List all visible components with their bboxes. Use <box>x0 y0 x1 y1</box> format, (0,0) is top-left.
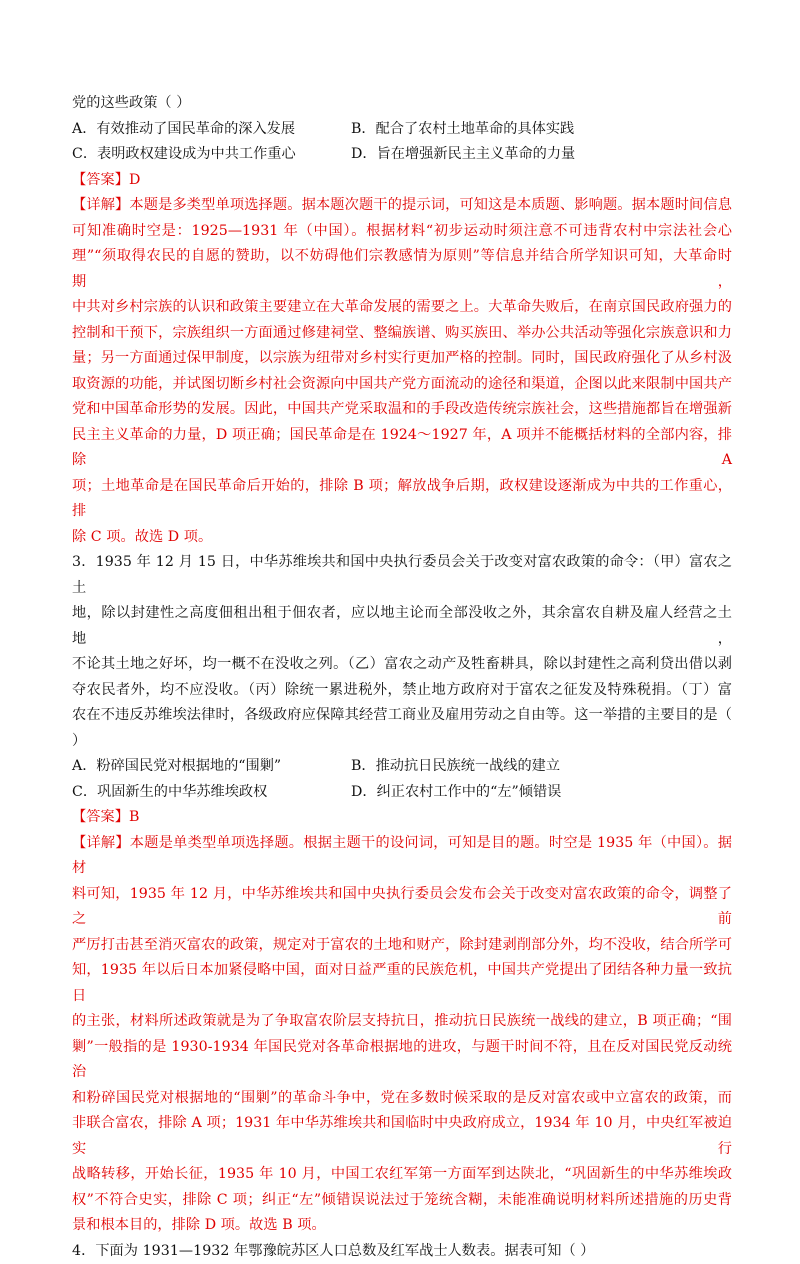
q2-explanation-line: 【详解】本题是多类型单项选择题。据本题次题干的提示词，可知这是本质题、影响题。据本题时间信息 <box>72 193 732 219</box>
q3-stem-line: 不论其土地之好坏，均一概不在没收之列。（乙）富农之动产及牲畜耕具，除以封建性之高利贷出借以剥 <box>72 652 732 678</box>
q3-options-row-1 <box>72 754 732 780</box>
q3-stem-line: 夺农民者外，均不应没收。（丙）除统一累进税外，禁止地方政府对于富农之征发及特殊税捐。（丁）富 <box>72 678 732 704</box>
q3-explanation-line: 知，1935 年以后日本加紧侵略中国，面对日益严重的民族危机，中国共产党提出了团结各种力量一致抗日 <box>72 958 732 1009</box>
q2-stem-end: 党的这些政策（ ） <box>72 91 732 117</box>
q2-option-c: C．表明政权建设成为中共工作重心 <box>72 142 351 168</box>
q2-explanation-line: 中共对乡村宗族的认识和政策主要建立在大革命发展的需要之上。大革命失败后，在南京国民政府强力的 <box>72 295 732 321</box>
q3-stem-line: 农在不违反苏维埃法律时，各级政府应保障其经营工商业及雇用劳动之自由等。这一举措的主要目的是（ <box>72 703 732 729</box>
q4-stem: 4．下面为 1931—1932 年鄂豫皖苏区人口总数及红军战士人数表。据表可知（ ） <box>72 1239 732 1264</box>
q2-explanation-line: 理”“须取得农民的自愿的赞助，以不妨碍他们宗教感情为原则”等信息并结合所学知识可知，大革命时期， <box>72 244 732 295</box>
q2-explanation <box>72 193 732 550</box>
q3-explanation-line: 景和根本目的，排除 D 项。故选 B 项。 <box>72 1213 732 1239</box>
q3-stem <box>72 550 732 754</box>
q3-option-d: D．纠正农村工作中的“左”倾错误 <box>351 780 732 806</box>
q3-explanation-line: 【详解】本题是单类型单项选择题。根据主题干的设问词，可知是目的题。时空是 1935 年（中国）。据材 <box>72 831 732 882</box>
q3-explanation-line: 料可知，1935 年 12 月，中华苏维埃共和国中央执行委员会发布会关于改变对富农政策的命令，调整了之前 <box>72 882 732 933</box>
q3-stem-line: ） <box>72 729 732 755</box>
document-page <box>72 91 732 1264</box>
q2-explanation-line: 项；土地革命是在国民革命后开始的，排除 B 项；解放战争后期，政权建设逐渐成为中共的工作重心，排 <box>72 474 732 525</box>
q3-explanation-line: 剿”一般指的是 1930-1934 年国民党对各革命根据地的进攻，与题干时间不符，且在反对国民党反动统治 <box>72 1035 732 1086</box>
q2-explanation-line: 民主主义革命的力量，D 项正确；国民革命是在 1924～1927 年，A 项并不能概括材料的全部内容，排除 A <box>72 423 732 474</box>
q2-answer: 【答案】D <box>72 168 732 194</box>
q3-options-row-2 <box>72 780 732 806</box>
q2-options-row-1 <box>72 117 732 143</box>
q3-explanation-line: 战略转移，开始长征，1935 年 10 月，中国工农红军第一方面军到达陕北，“巩固新生的中华苏维埃政 <box>72 1162 732 1188</box>
q3-option-b: B．推动抗日民族统一战线的建立 <box>351 754 732 780</box>
q3-explanation-line: 权”不符合史实，排除 C 项；纠正“左”倾错误说法过于笼统含糊，未能准确说明材料所述措施的历史背 <box>72 1188 732 1214</box>
q2-option-a: A．有效推动了国民革命的深入发展 <box>72 117 351 143</box>
q3-explanation-line: 和粉碎国民党对根据地的“围剿”的革命斗争中，党在多数时候采取的是反对富农或中立富农的政策，而 <box>72 1086 732 1112</box>
q2-option-d: D．旨在增强新民主主义革命的力量 <box>351 142 732 168</box>
q3-explanation-line: 严厉打击甚至消灭富农的政策，规定对于富农的土地和财产，除封建剥削部分外，均不没收，结合所学可 <box>72 933 732 959</box>
q3-answer: 【答案】B <box>72 805 732 831</box>
q3-stem-line: 3．1935 年 12 月 15 日，中华苏维埃共和国中央执行委员会关于改变对富农政策的命令：（甲）富农之土 <box>72 550 732 601</box>
q2-option-b: B．配合了农村土地革命的具体实践 <box>351 117 732 143</box>
q3-option-c: C．巩固新生的中华苏维埃政权 <box>72 780 351 806</box>
q2-explanation-line: 除 C 项。故选 D 项。 <box>72 525 732 551</box>
q2-explanation-line: 可知准确时空是：1925—1931 年（中国）。根据材料“初步运动时须注意不可违背农村中宗法社会心 <box>72 219 732 245</box>
q2-explanation-line: 量；另一方面通过保甲制度，以宗族为纽带对乡村实行更加严格的控制。同时，国民政府强化了从乡村汲 <box>72 346 732 372</box>
q2-explanation-line: 党和中国革命形势的发展。因此，中国共产党采取温和的手段改造传统宗族社会，这些措施都旨在增强新 <box>72 397 732 423</box>
q2-options-row-2 <box>72 142 732 168</box>
q3-stem-line: 地，除以封建性之高度佃租出租于佃农者，应以地主论而全部没收之外，其余富农自耕及雇人经营之土地， <box>72 601 732 652</box>
q3-explanation <box>72 831 732 1239</box>
q3-option-a: A．粉碎国民党对根据地的“围剿” <box>72 754 351 780</box>
q3-explanation-line: 的主张，材料所述政策就是为了争取富农阶层支持抗日，推动抗日民族统一战线的建立，B 项正确；“围 <box>72 1009 732 1035</box>
q3-explanation-line: 非联合富农，排除 A 项；1931 年中华苏维埃共和国临时中央政府成立，1934 年 10 月，中央红军被迫实行 <box>72 1111 732 1162</box>
q2-explanation-line: 取资源的功能，并试图切断乡村社会资源向中国共产党方面流动的途径和渠道，企图以此来限制中国共产 <box>72 372 732 398</box>
q2-explanation-line: 控制和干预下，宗族组织一方面通过修建祠堂、整编族谱、购买族田、举办公共活动等强化宗族意识和力 <box>72 321 732 347</box>
